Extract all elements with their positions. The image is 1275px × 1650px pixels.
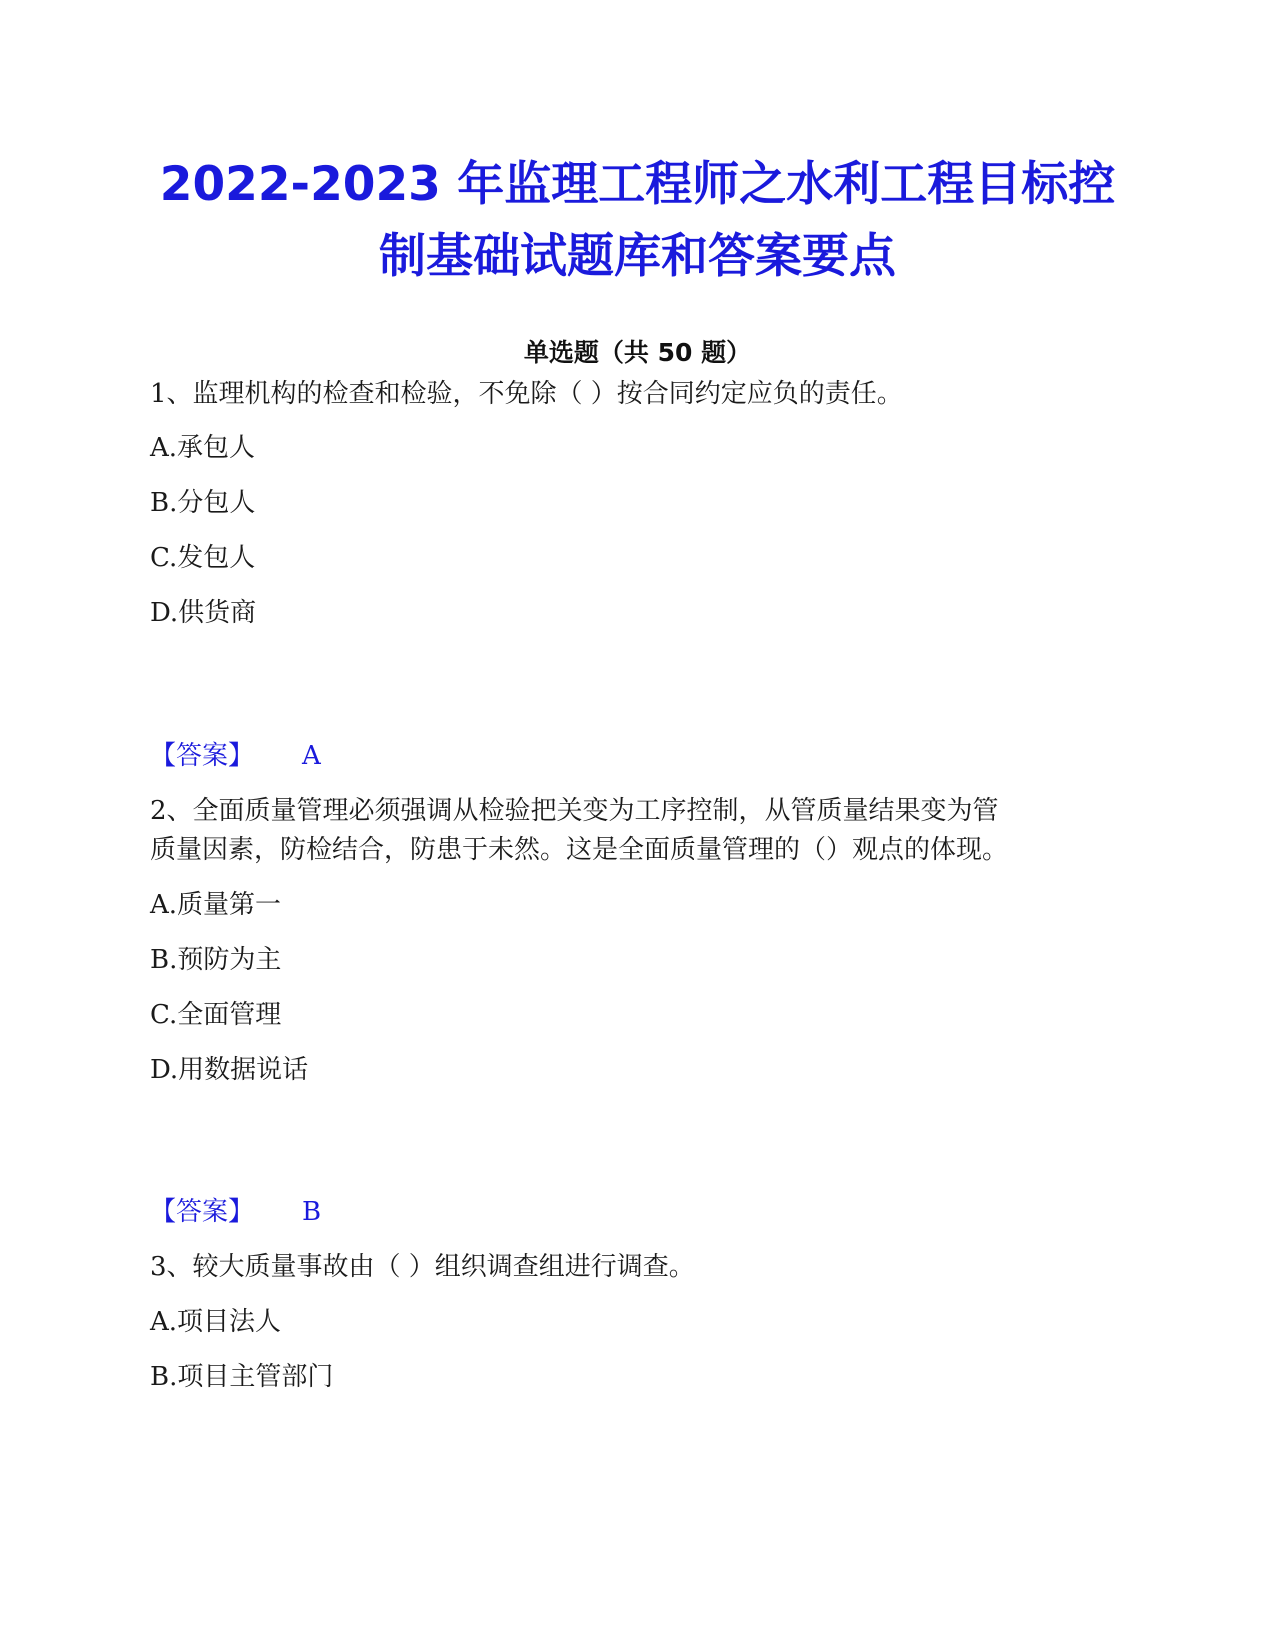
answer-label: 【答案】 [150, 741, 255, 771]
question-3-option-b: B.项目主管部门 [150, 1362, 334, 1392]
question-1-option-c: C.发包人 [150, 543, 256, 573]
question-2-stem-line-1: 2、全面质量管理必须强调从检验把关变为工序控制，从管质量结果变为管 [150, 796, 999, 826]
question-3-option-a: A.项目法人 [150, 1307, 282, 1337]
question-2-option-c: C.全面管理 [150, 1000, 282, 1030]
question-1-stem: 1、监理机构的检查和检验，不免除（ ）按合同约定应负的责任。 [150, 379, 903, 409]
document-title-line-2: 制基础试题库和答案要点 [379, 229, 896, 284]
question-3-stem: 3、较大质量事故由（ ）组织调查组进行调查。 [150, 1252, 695, 1282]
question-1-option-b: B.分包人 [150, 488, 256, 518]
question-1-option-a: A.承包人 [150, 433, 256, 463]
question-2-answer [150, 1192, 321, 1232]
document-title-line-1: 2022-2023 年监理工程师之水利工程目标控 [159, 157, 1116, 212]
answer-value: A [302, 741, 321, 771]
question-2-stem-line-2: 质量因素，防检结合，防患于未然。这是全面质量管理的（）观点的体现。 [150, 835, 1009, 865]
question-2-option-d: D.用数据说话 [150, 1055, 309, 1085]
question-2-option-b: B.预防为主 [150, 945, 282, 975]
question-2-option-a: A.质量第一 [150, 890, 282, 920]
answer-label: 【答案】 [150, 1197, 255, 1227]
answer-value: B [302, 1197, 322, 1227]
question-1-answer [150, 736, 321, 776]
question-1-option-d: D.供货商 [150, 598, 257, 628]
section-heading: 单选题（共 50 题） [523, 338, 752, 367]
